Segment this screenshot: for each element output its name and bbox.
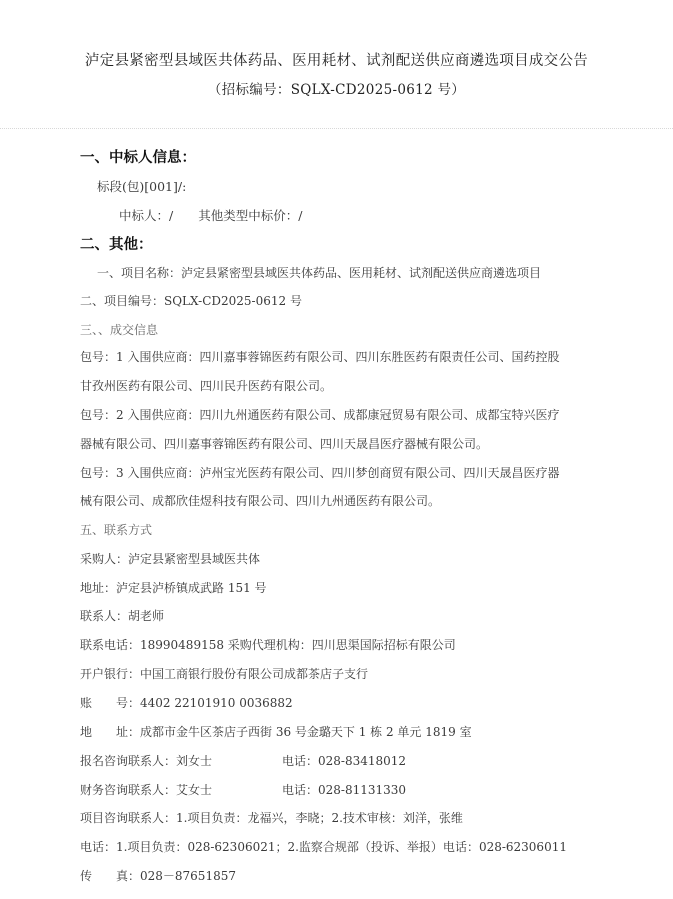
- project-phones: 电话：1.项目负责：028-62306021；2.监察合规部（投诉、举报）电话：028-62306011: [80, 840, 567, 854]
- contact-heading: 五、联系方式: [80, 523, 153, 537]
- account-number: 账 号：4402 22101910 0036882: [80, 696, 293, 710]
- document-title: 泸定县紧密型县域医共体药品、医用耗材、试剂配送供应商遴选项目成交公告: [84, 53, 589, 69]
- section-winner-heading: 一、中标人信息：: [80, 150, 196, 166]
- fax-number: 传 真：028－87651857: [80, 869, 236, 883]
- registration-phone: 电话：028-83418012: [282, 754, 407, 768]
- package-1-line-2: 甘孜州医药有限公司、四川民升医药有限公司。: [80, 379, 333, 393]
- project-number: 二、项目编号：SQLX-CD2025-0612 号: [80, 294, 302, 308]
- package-3-line-1: 包号：3 入围供应商：泸州宝光医药有限公司、四川梦创商贸有限公司、四川天晟昌医疗器: [80, 466, 560, 480]
- registration-contact: 报名咨询联系人：刘女士: [80, 754, 213, 768]
- section-other-heading: 二、其他：: [80, 237, 153, 253]
- winner-line: 中标人：/ 其他类型中标价：/: [119, 208, 303, 223]
- finance-phone: 电话：028-81131330: [282, 783, 407, 797]
- purchaser: 采购人：泸定县紧密型县域医共体: [80, 552, 261, 566]
- tender-number-subtitle: （招标编号：SQLX-CD2025-0612 号）: [207, 82, 466, 98]
- header-divider: [0, 128, 673, 129]
- project-contact: 项目咨询联系人：1.项目负责：龙福兴，李晓；2.技术审核：刘洋，张维: [80, 811, 463, 825]
- contact-person: 联系人：胡老师: [80, 609, 165, 623]
- agency-address: 地 址：成都市金牛区茶店子西街 36 号金璐天下 1 栋 2 单元 1819 室: [80, 725, 472, 739]
- package-2-line-2: 器械有限公司、四川嘉事蓉锦医药有限公司、四川天晟昌医疗器械有限公司。: [80, 437, 489, 451]
- package-3-line-2: 械有限公司、成都欣佳煜科技有限公司、四川九州通医药有限公司。: [80, 494, 441, 508]
- project-name: 一、项目名称：泸定县紧密型县域医共体药品、医用耗材、试剂配送供应商遴选项目: [97, 266, 542, 280]
- package-1-line-1: 包号：1 入围供应商：四川嘉事蓉锦医药有限公司、四川东胜医药有限责任公司、国药控股: [80, 350, 560, 364]
- purchaser-address: 地址：泸定县泸桥镇成武路 151 号: [80, 581, 267, 595]
- deal-info-heading: 三、、成交信息: [80, 323, 159, 337]
- lot-label: 标段(包)[001]/:: [97, 179, 187, 194]
- bank-name: 开户银行：中国工商银行股份有限公司成都茶店子支行: [80, 667, 369, 681]
- phone-and-agency: 联系电话：18990489158 采购代理机构：四川思渠国际招标有限公司: [80, 638, 456, 652]
- finance-contact: 财务咨询联系人：艾女士: [80, 783, 213, 797]
- package-2-line-1: 包号：2 入围供应商：四川九州通医药有限公司、成都康冠贸易有限公司、成都宝特兴医疗: [80, 408, 560, 422]
